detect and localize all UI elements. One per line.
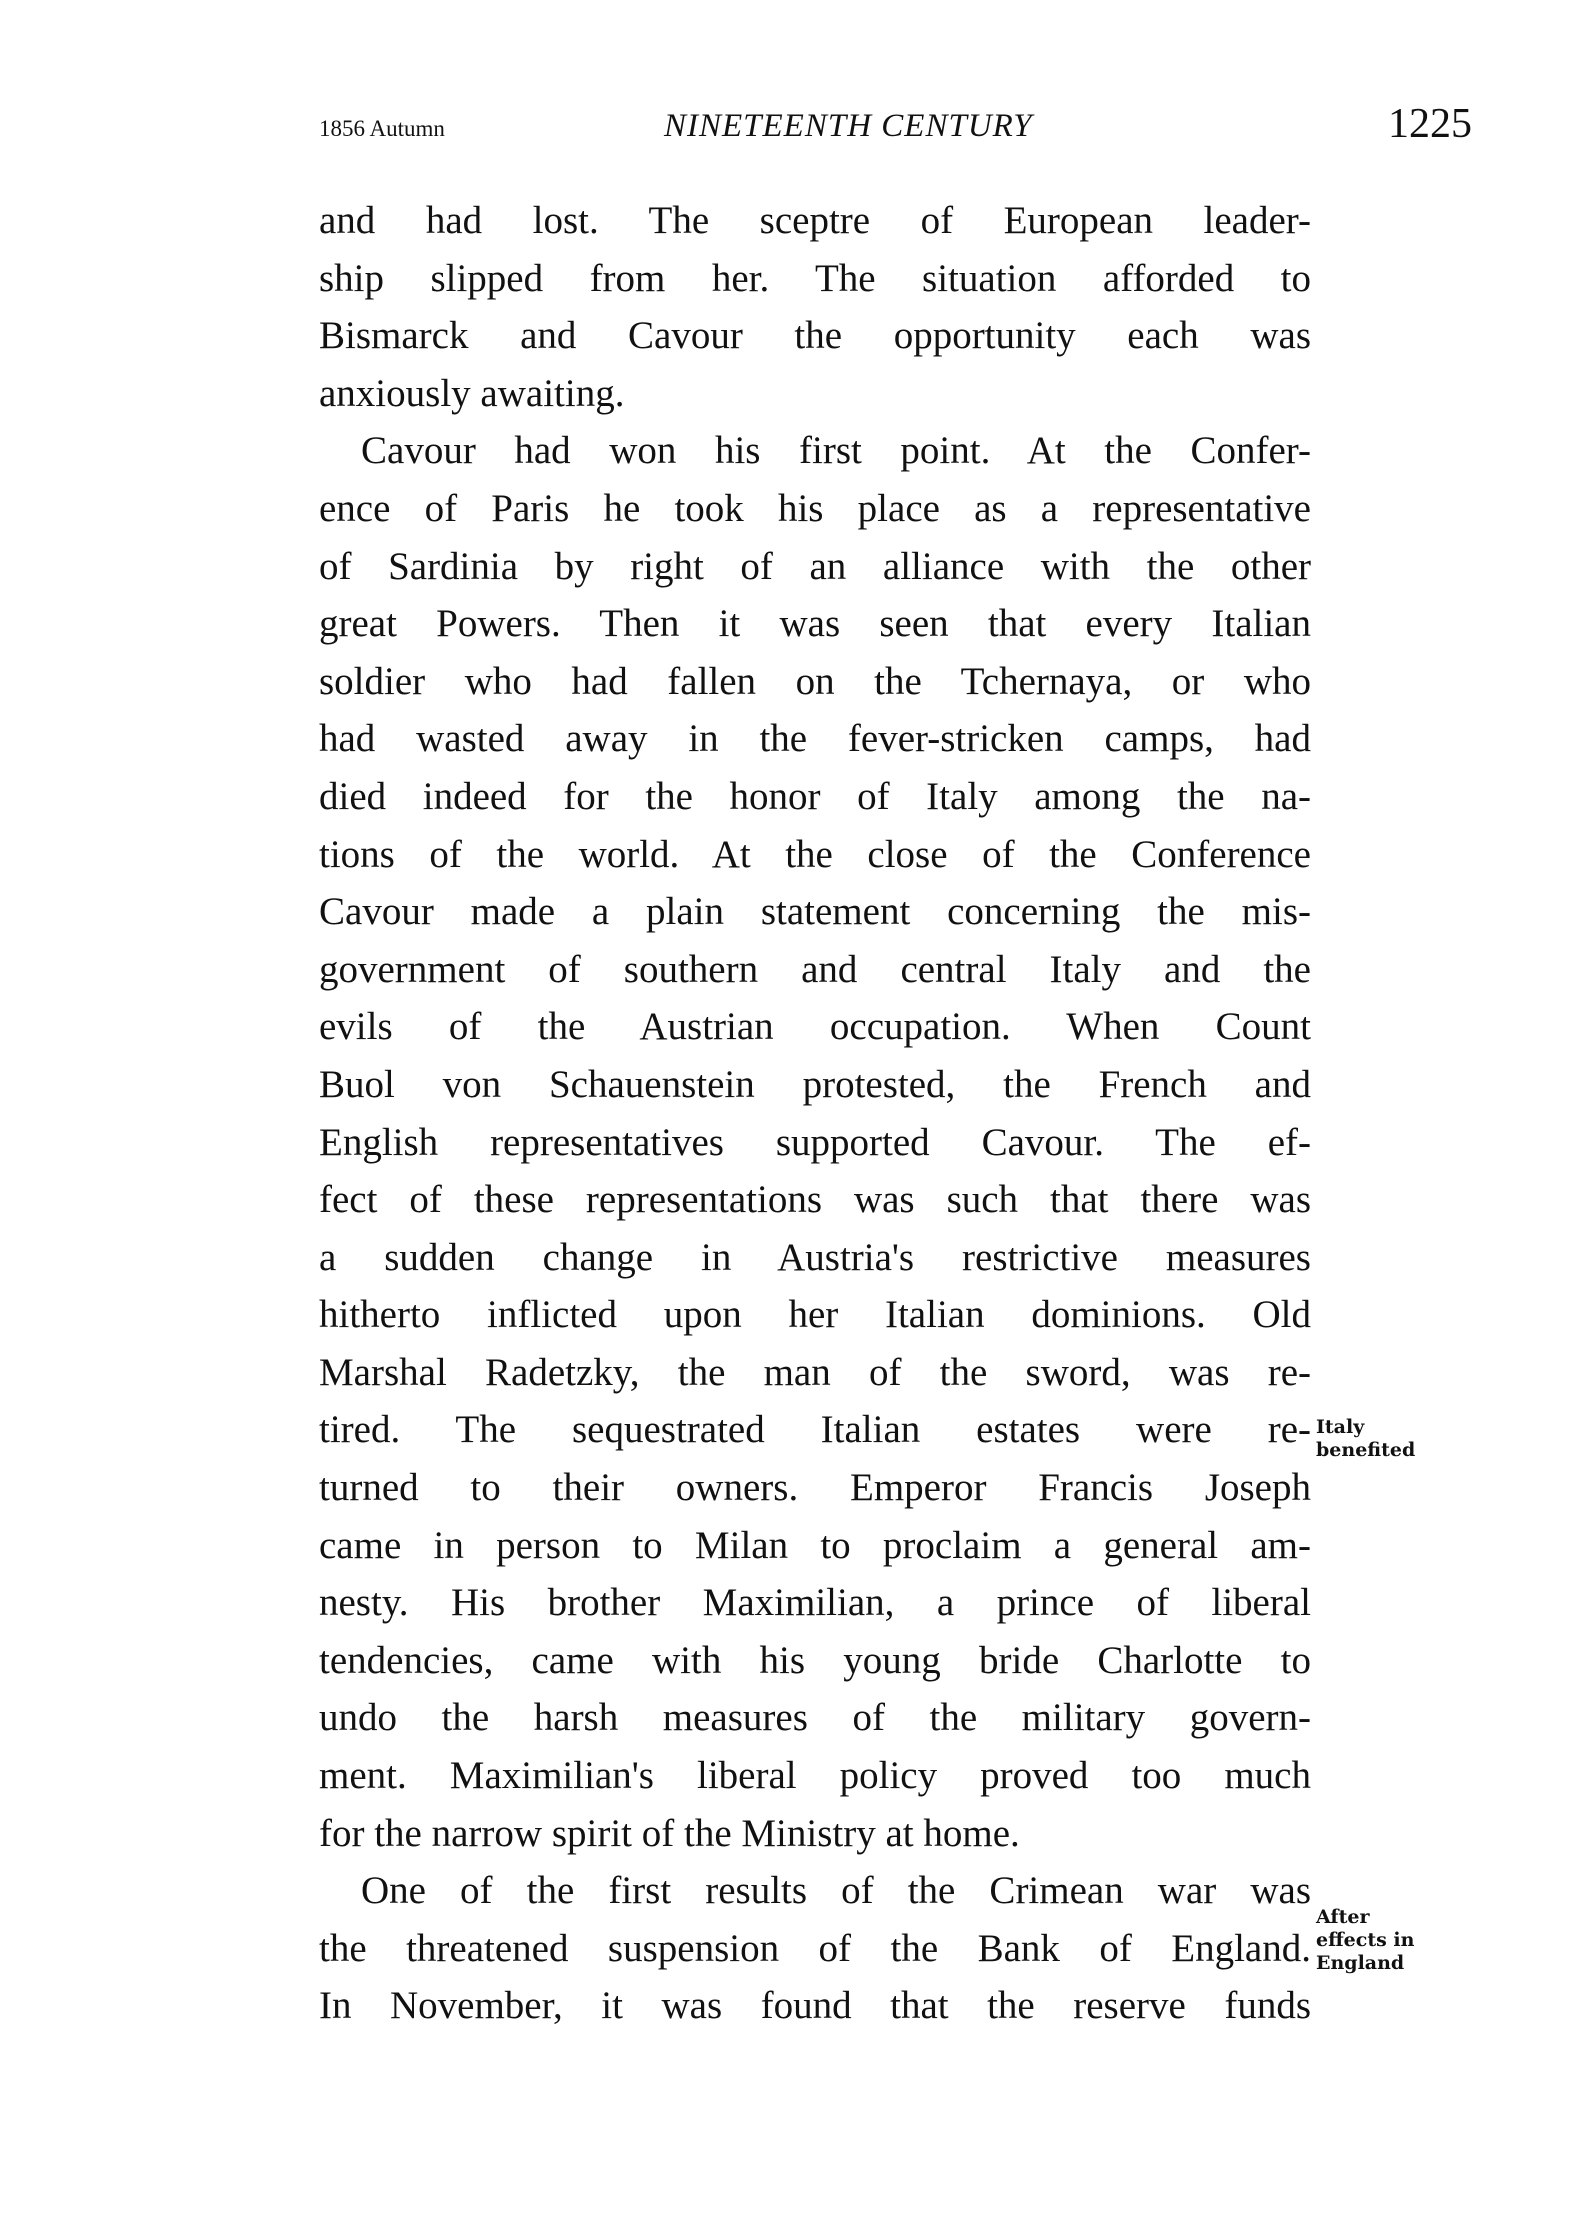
text-line: of Sardinia by right of an alliance with the other xyxy=(319,544,1311,588)
text-line: turned to their owners. Emperor Francis Joseph xyxy=(319,1466,1311,1510)
running-header-date: 1856 Autumn xyxy=(319,116,445,141)
text-line: ship slipped from her. The situation afforded to xyxy=(319,256,1311,300)
text-line: Bismarck and Cavour the opportunity each was xyxy=(319,314,1311,358)
text-line: tendencies, came with his young bride Charlotte to xyxy=(319,1638,1311,1682)
text-line: One of the first results of the Crimean war was xyxy=(361,1869,1311,1913)
text-line: for the narrow spirit of the Ministry at home. xyxy=(319,1811,1020,1855)
margin-note-line: After xyxy=(1316,1906,1370,1928)
text-line: ment. Maximilian's liberal policy proved too much xyxy=(319,1754,1311,1798)
text-line: In November, it was found that the reserve funds xyxy=(319,1984,1311,2028)
text-line: undo the harsh measures of the military govern- xyxy=(319,1696,1311,1740)
text-line: soldier who had fallen on the Tchernaya, or who xyxy=(319,659,1311,703)
text-line: fect of these representations was such that there was xyxy=(319,1178,1311,1222)
text-line: Marshal Radetzky, the man of the sword, was re- xyxy=(319,1350,1311,1394)
text-line: ence of Paris he took his place as a representative xyxy=(319,486,1311,530)
margin-note-line: effects in xyxy=(1316,1929,1415,1951)
margin-note-italy xyxy=(1316,1416,1415,1462)
text-line: anxiously awaiting. xyxy=(319,371,625,415)
margin-note-line: Italy xyxy=(1316,1416,1365,1438)
text-line: died indeed for the honor of Italy among the na- xyxy=(319,774,1311,818)
text-line: nesty. His brother Maximilian, a prince of liberal xyxy=(319,1581,1311,1625)
text-line: evils of the Austrian occupation. When Count xyxy=(319,1005,1311,1049)
text-line: and had lost. The sceptre of European leader- xyxy=(319,199,1311,242)
text-line: Cavour made a plain statement concerning the mis- xyxy=(319,890,1311,934)
margin-note-england xyxy=(1316,1906,1414,1975)
text-line: English representatives supported Cavour. The ef- xyxy=(319,1120,1311,1164)
running-header-title: NINETEENTH CENTURY xyxy=(664,108,1033,144)
text-line: Cavour had won his first point. At the Confer- xyxy=(361,429,1311,473)
text-line: a sudden change in Austria's restrictive measures xyxy=(319,1235,1311,1279)
text-line: tions of the world. At the close of the Conference xyxy=(319,832,1311,876)
text-line: had wasted away in the fever-stricken camps, had xyxy=(319,717,1311,761)
text-line: the threatened suspension of the Bank of England. xyxy=(319,1926,1311,1970)
text-line: came in person to Milan to proclaim a general am- xyxy=(319,1523,1311,1567)
text-line: hitherto inflicted upon her Italian dominions. Old xyxy=(319,1293,1311,1337)
text-line: government of southern and central Italy and the xyxy=(319,947,1311,991)
margin-note-line: benefited xyxy=(1316,1439,1416,1461)
page-number: 1225 xyxy=(1388,101,1472,147)
body-text xyxy=(319,192,1311,2035)
margin-note-line: England xyxy=(1316,1952,1405,1974)
text-line: great Powers. Then it was seen that every Italian xyxy=(319,602,1311,646)
text-line: Buol von Schauenstein protested, the French and xyxy=(319,1062,1311,1106)
text-line: tired. The sequestrated Italian estates were re- xyxy=(319,1408,1311,1452)
